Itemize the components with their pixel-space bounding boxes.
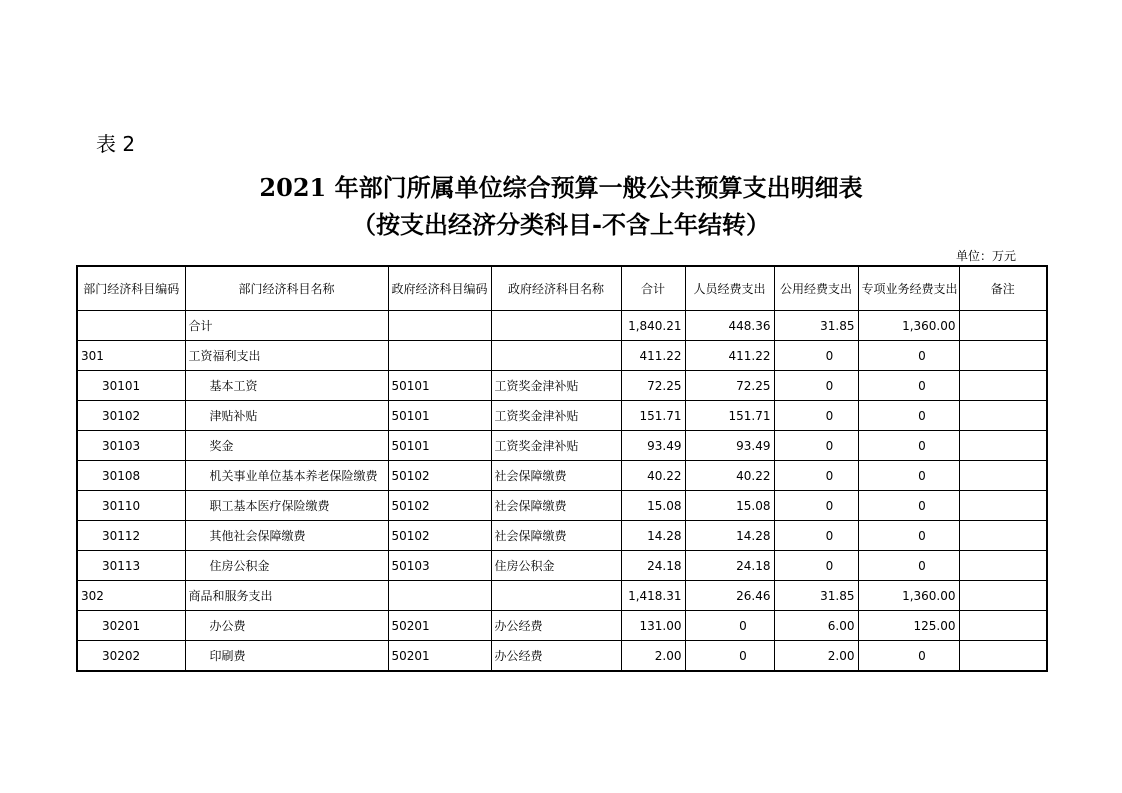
econ-code-cell: 30108: [77, 461, 185, 491]
note-cell: [959, 401, 1047, 431]
special-cell: 1,360.00: [858, 311, 959, 341]
gov-name-cell: 工资奖金津补贴: [491, 371, 621, 401]
column-header: 备注: [959, 266, 1047, 311]
total-cell: 411.22: [621, 341, 685, 371]
column-header: 公用经费支出: [774, 266, 858, 311]
econ-code-cell: 30201: [77, 611, 185, 641]
personnel-cell: 448.36: [685, 311, 774, 341]
table-row: [77, 521, 1047, 551]
econ-name-cell: 住房公积金: [185, 551, 388, 581]
econ-code-cell: 30103: [77, 431, 185, 461]
personnel-cell: 40.22: [685, 461, 774, 491]
public-cell: 0: [774, 491, 858, 521]
column-header: 政府经济科目编码: [388, 266, 491, 311]
total-cell: 72.25: [621, 371, 685, 401]
document-subtitle: （按支出经济分类科目-不含上年结转）: [352, 210, 770, 239]
public-cell: 0: [774, 401, 858, 431]
table-number-label: 表 2: [96, 132, 136, 156]
econ-name-cell: 其他社会保障缴费: [185, 521, 388, 551]
gov-code-cell: [388, 311, 491, 341]
total-cell: 151.71: [621, 401, 685, 431]
table-row: [77, 491, 1047, 521]
econ-name-cell: 商品和服务支出: [185, 581, 388, 611]
gov-name-cell: 社会保障缴费: [491, 491, 621, 521]
gov-name-cell: [491, 311, 621, 341]
gov-code-cell: 50101: [388, 401, 491, 431]
note-cell: [959, 521, 1047, 551]
gov-name-cell: 工资奖金津补贴: [491, 431, 621, 461]
gov-code-cell: 50101: [388, 371, 491, 401]
total-cell: 131.00: [621, 611, 685, 641]
table-row: [77, 551, 1047, 581]
econ-code-cell: 30112: [77, 521, 185, 551]
econ-code-cell: 30113: [77, 551, 185, 581]
gov-name-cell: 住房公积金: [491, 551, 621, 581]
public-cell: 0: [774, 341, 858, 371]
personnel-cell: 151.71: [685, 401, 774, 431]
table-row: [77, 581, 1047, 611]
column-header: 合计: [621, 266, 685, 311]
special-cell: 0: [858, 341, 959, 371]
note-cell: [959, 551, 1047, 581]
table-header-row: [77, 266, 1047, 311]
personnel-cell: 14.28: [685, 521, 774, 551]
column-header: 部门经济科目编码: [77, 266, 185, 311]
public-cell: 0: [774, 551, 858, 581]
column-header: 部门经济科目名称: [185, 266, 388, 311]
public-cell: 0: [774, 431, 858, 461]
econ-name-cell: 职工基本医疗保险缴费: [185, 491, 388, 521]
special-cell: 0: [858, 491, 959, 521]
public-cell: 0: [774, 521, 858, 551]
personnel-cell: 72.25: [685, 371, 774, 401]
note-cell: [959, 491, 1047, 521]
econ-code-cell: 30110: [77, 491, 185, 521]
gov-code-cell: 50102: [388, 521, 491, 551]
special-cell: 125.00: [858, 611, 959, 641]
econ-name-cell: 机关事业单位基本养老保险缴费: [185, 461, 388, 491]
unit-label: 单位：万元: [955, 249, 1016, 263]
note-cell: [959, 641, 1047, 672]
column-header: 人员经费支出: [685, 266, 774, 311]
special-cell: 0: [858, 461, 959, 491]
public-cell: 2.00: [774, 641, 858, 672]
gov-code-cell: 50102: [388, 491, 491, 521]
total-cell: 14.28: [621, 521, 685, 551]
gov-code-cell: 50201: [388, 641, 491, 672]
total-cell: 24.18: [621, 551, 685, 581]
econ-name-cell: 津贴补贴: [185, 401, 388, 431]
personnel-cell: 0: [685, 641, 774, 672]
gov-code-cell: [388, 341, 491, 371]
table-row: [77, 401, 1047, 431]
personnel-cell: 15.08: [685, 491, 774, 521]
gov-code-cell: 50102: [388, 461, 491, 491]
table-row: [77, 461, 1047, 491]
econ-name-cell: 奖金: [185, 431, 388, 461]
personnel-cell: 93.49: [685, 431, 774, 461]
total-cell: 40.22: [621, 461, 685, 491]
public-cell: 31.85: [774, 311, 858, 341]
public-cell: 0: [774, 371, 858, 401]
gov-name-cell: [491, 581, 621, 611]
special-cell: 0: [858, 371, 959, 401]
econ-code-cell: 30102: [77, 401, 185, 431]
table-body: [77, 311, 1047, 672]
econ-code-cell: 30101: [77, 371, 185, 401]
gov-name-cell: 社会保障缴费: [491, 461, 621, 491]
note-cell: [959, 461, 1047, 491]
public-cell: 0: [774, 461, 858, 491]
gov-name-cell: 办公经费: [491, 641, 621, 672]
special-cell: 0: [858, 401, 959, 431]
note-cell: [959, 431, 1047, 461]
document-title: 2021 年部门所属单位综合预算一般公共预算支出明细表: [259, 173, 863, 202]
econ-name-cell: 工资福利支出: [185, 341, 388, 371]
total-cell: 1,418.31: [621, 581, 685, 611]
total-cell: 1,840.21: [621, 311, 685, 341]
gov-code-cell: [388, 581, 491, 611]
gov-code-cell: 50201: [388, 611, 491, 641]
special-cell: 1,360.00: [858, 581, 959, 611]
econ-code-cell: 302: [77, 581, 185, 611]
table-row: [77, 641, 1047, 672]
econ-name-cell: 印刷费: [185, 641, 388, 672]
gov-code-cell: 50103: [388, 551, 491, 581]
personnel-cell: 0: [685, 611, 774, 641]
gov-name-cell: [491, 341, 621, 371]
gov-name-cell: 社会保障缴费: [491, 521, 621, 551]
special-cell: 0: [858, 521, 959, 551]
column-header: 政府经济科目名称: [491, 266, 621, 311]
public-cell: 6.00: [774, 611, 858, 641]
total-cell: 93.49: [621, 431, 685, 461]
table-row: [77, 611, 1047, 641]
table-row: [77, 431, 1047, 461]
special-cell: 0: [858, 431, 959, 461]
personnel-cell: 26.46: [685, 581, 774, 611]
table-row: [77, 371, 1047, 401]
total-cell: 15.08: [621, 491, 685, 521]
special-cell: 0: [858, 551, 959, 581]
gov-code-cell: 50101: [388, 431, 491, 461]
table-row: [77, 311, 1047, 341]
econ-code-cell: 301: [77, 341, 185, 371]
note-cell: [959, 371, 1047, 401]
econ-name-cell: 基本工资: [185, 371, 388, 401]
note-cell: [959, 611, 1047, 641]
econ-name-cell: 合计: [185, 311, 388, 341]
econ-code-cell: 30202: [77, 641, 185, 672]
econ-code-cell: [77, 311, 185, 341]
table-row: [77, 341, 1047, 371]
note-cell: [959, 581, 1047, 611]
gov-name-cell: 工资奖金津补贴: [491, 401, 621, 431]
public-cell: 31.85: [774, 581, 858, 611]
special-cell: 0: [858, 641, 959, 672]
note-cell: [959, 341, 1047, 371]
total-cell: 2.00: [621, 641, 685, 672]
budget-table: [76, 265, 1048, 672]
econ-name-cell: 办公费: [185, 611, 388, 641]
note-cell: [959, 311, 1047, 341]
personnel-cell: 411.22: [685, 341, 774, 371]
gov-name-cell: 办公经费: [491, 611, 621, 641]
column-header: 专项业务经费支出: [858, 266, 959, 311]
personnel-cell: 24.18: [685, 551, 774, 581]
